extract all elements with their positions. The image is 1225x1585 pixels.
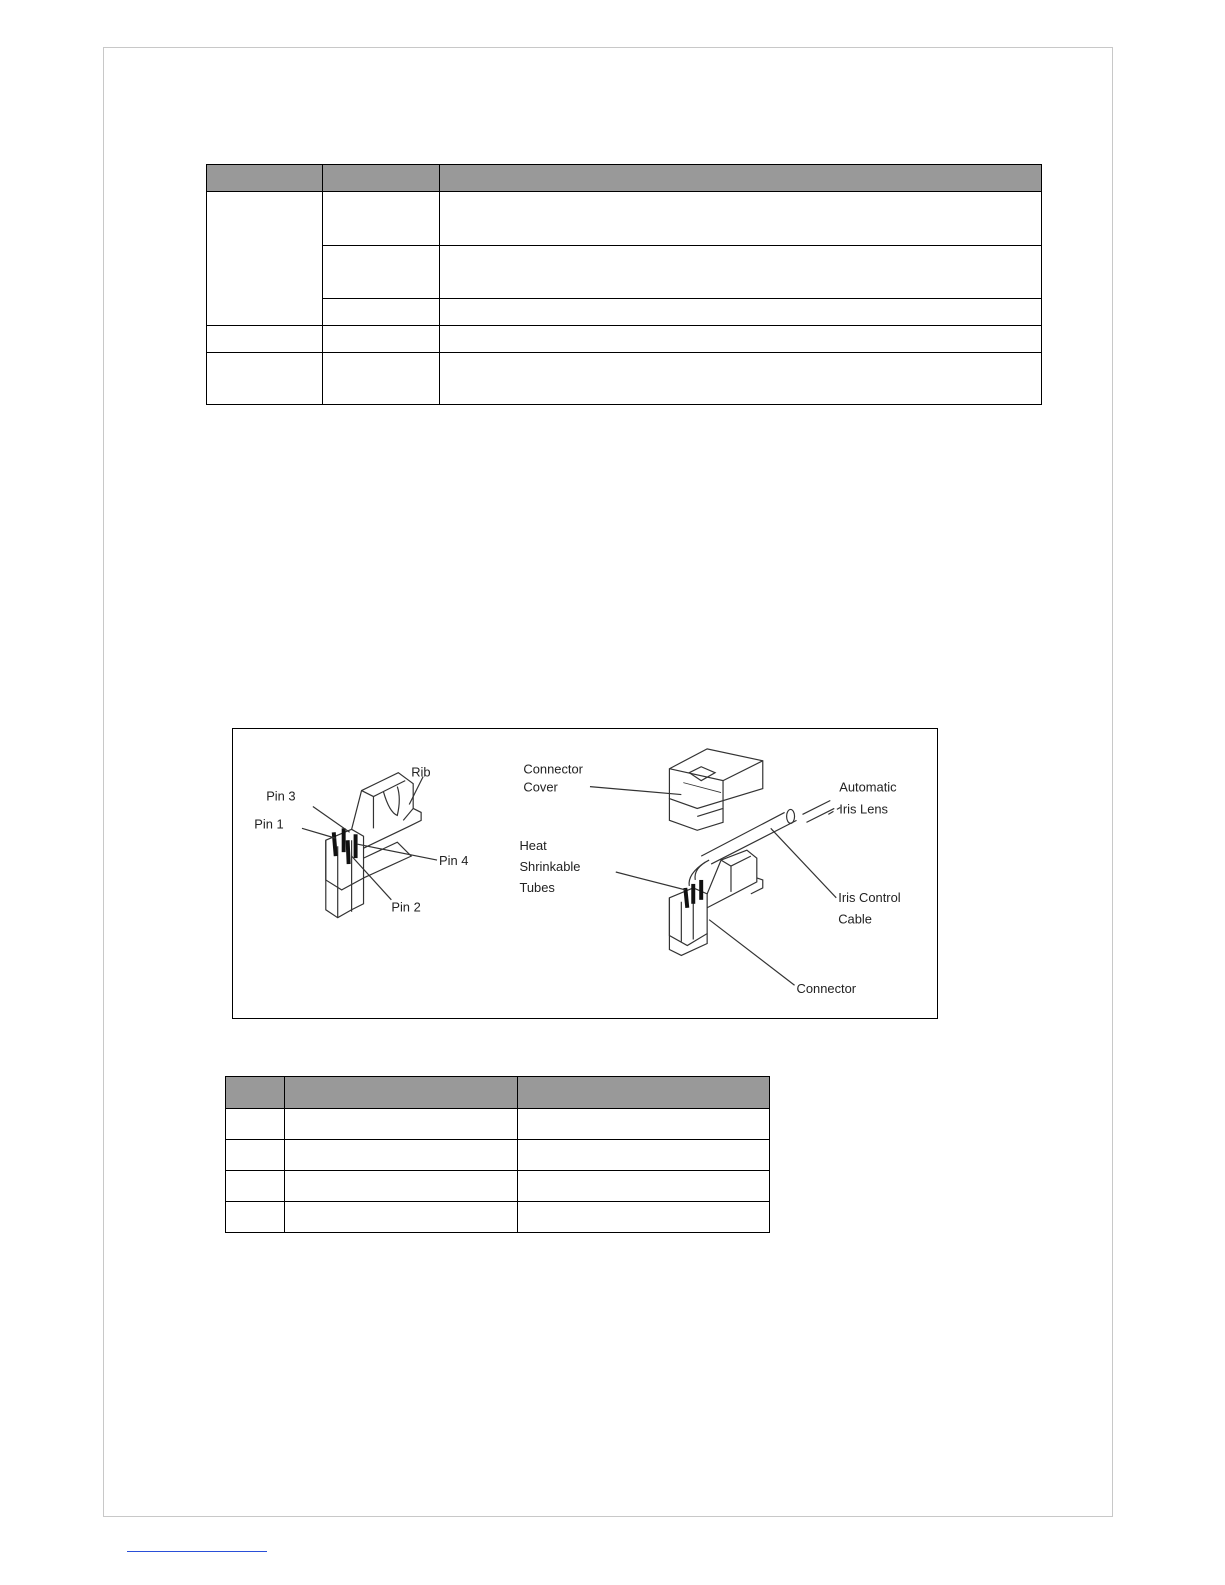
pin-table: [225, 1076, 770, 1233]
table-cell: [440, 326, 1042, 353]
right-connector-illustration: [669, 850, 762, 955]
label-pin1: Pin 1: [254, 816, 284, 832]
label-auto-iris-2: Iris Lens: [839, 801, 889, 817]
table-cell: [440, 353, 1042, 405]
table-cell: [226, 1202, 285, 1233]
table-row: [226, 1171, 770, 1202]
connector-diagram: [233, 729, 937, 1018]
table-header-row: [207, 165, 1042, 192]
table-cell: [207, 353, 323, 405]
table-cell: [207, 192, 323, 326]
table-row: [207, 299, 1042, 326]
table-cell: [207, 326, 323, 353]
spec-table: [206, 164, 1042, 405]
table-row: [207, 326, 1042, 353]
footer-link-underline[interactable]: [127, 1551, 267, 1552]
table-row: [207, 192, 1042, 246]
connector-cover-illustration: [669, 749, 762, 830]
label-iris-cable-2: Cable: [838, 911, 872, 927]
table-cell: [226, 1109, 285, 1140]
table-cell: [440, 192, 1042, 246]
table-cell: [285, 1140, 518, 1171]
table-row: [207, 246, 1042, 299]
connector-figure: [232, 728, 938, 1019]
label-connector-cover-1: Connector: [523, 761, 583, 777]
leader-pin1: [302, 828, 336, 838]
label-auto-iris-1: Automatic: [839, 779, 897, 795]
table-header-cell: [518, 1077, 770, 1109]
table-header-row: [226, 1077, 770, 1109]
table-cell: [323, 326, 440, 353]
table-cell: [440, 246, 1042, 299]
table-header-cell: [207, 165, 323, 192]
table-cell: [285, 1109, 518, 1140]
table-row: [226, 1140, 770, 1171]
label-pin3: Pin 3: [266, 788, 296, 804]
label-iris-cable-1: Iris Control: [838, 889, 901, 905]
label-pin2: Pin 2: [391, 899, 421, 915]
table-header-cell: [440, 165, 1042, 192]
label-heat-3: Tubes: [519, 879, 555, 895]
leader-pin3: [313, 806, 350, 832]
leader-heat: [616, 872, 686, 890]
label-heat-2: Shrinkable: [519, 859, 581, 875]
table-cell: [323, 246, 440, 299]
leader-pin4: [358, 844, 437, 860]
leader-connector: [709, 920, 794, 986]
table-header-cell: [226, 1077, 285, 1109]
label-connector: Connector: [796, 981, 857, 997]
table-header-cell: [323, 165, 440, 192]
table-cell: [285, 1202, 518, 1233]
label-rib: Rib: [411, 764, 431, 780]
left-connector-illustration: [326, 773, 421, 918]
table-cell: [518, 1109, 770, 1140]
label-heat-1: Heat: [519, 838, 547, 854]
table-header-cell: [285, 1077, 518, 1109]
table-cell: [518, 1140, 770, 1171]
leader-iris-cable: [771, 828, 837, 898]
table-cell: [323, 353, 440, 405]
label-pin4: Pin 4: [439, 853, 469, 869]
table-cell: [518, 1202, 770, 1233]
table-row: [226, 1202, 770, 1233]
table-cell: [285, 1171, 518, 1202]
table-row: [207, 353, 1042, 405]
leader-cover: [590, 787, 681, 795]
table-cell: [518, 1171, 770, 1202]
table-cell: [323, 192, 440, 246]
table-row: [226, 1109, 770, 1140]
table-cell: [440, 299, 1042, 326]
table-cell: [226, 1140, 285, 1171]
table-cell: [323, 299, 440, 326]
table-cell: [226, 1171, 285, 1202]
leader-rib: [409, 777, 423, 805]
label-connector-cover-2: Cover: [523, 779, 558, 795]
